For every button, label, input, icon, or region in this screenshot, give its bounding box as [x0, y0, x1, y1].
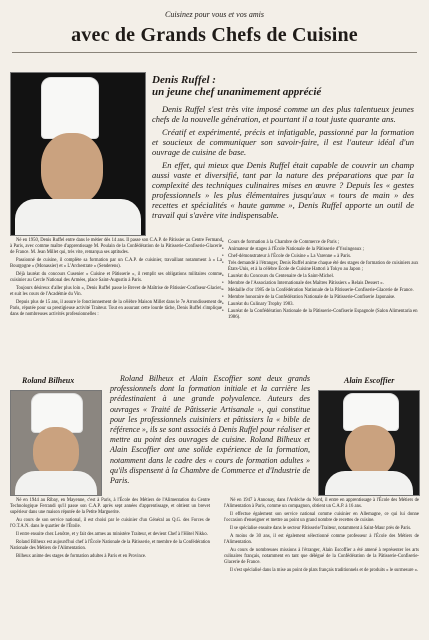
list-item: • Médaille d'or 1985 de la Confédération Nationale de la Pâtisserie-Confiserie-Glacerie de France. [228, 288, 426, 294]
list-item: • Membre honoraire de la Confédération Nationale de la Pâtisserie-Confiserie Japonaise. [228, 295, 426, 301]
feature-title-line1: Denis Ruffel : [152, 74, 216, 86]
lead-paragraph: En effet, qui mieux que Denis Ruffel était capable de couvrir un champ aussi vaste et diversifié, tant par la nature des préparations que par la complexité des techniques culinaires mises en œuvre ? Depuis les « gestes professionnels » les plus élémentaires jusqu'aux « tours de main » des recettes et spécialités « haute gamme », Denis Ruffel apporte un outil de travail qui s'avère vite indispensable. [152, 160, 414, 220]
escoffier-bio [224, 498, 419, 576]
intro-paragraph: Roland Bilheux et Alain Escoffier sont deux grands professionnels dont la formation initiale et la carrière les prédestinaient à une grande polyvalence. Auteurs des ouvrages « Traité de Pâtisserie Artisanale », qui constitue pour les professionnels cuisiniers et pâtissiers la « bible de référence », ils se sont associés à Denis Ruffel pour réaliser et mettre au point des ouvrages de cuisine. Roland Bilheux et Alain Escoffier ont une solide expérience de la formation, notamment dans le cadre des « cours de formation adultes » qu'ils dispensent à la Chambre de Commerce et d'Industrie de Paris. [110, 374, 310, 486]
bio-paragraph: Au cours de nombreuses missions à l'étranger, Alain Escoffier a été amené à représenter les arts culinaires français, notamment en tant que délégué de la Confédération de la Pâtisserie-Confiserie-Glacerie de France. [224, 548, 419, 565]
photo-roland-bilheux [10, 390, 102, 496]
feature-title-line2: un jeune chef unanimement apprécié [152, 86, 322, 98]
list-item: • Chef-démonstrateur à l'École de Cuisine « La Varenne » à Paris. [228, 254, 426, 260]
bio-paragraph: Il effectue également son service national comme cuisinier en Allemagne, ce qui lui donne l'occasion d'enseigner et mettre au point un grand nombre de recettes de cuisine. [224, 512, 419, 523]
bio-paragraph: Né en 1950, Denis Ruffel entre dans le métier dès 14 ans. Il passe son C.A.P. de Pâtissier au Centre Fermand à Paris, avec comme maître d'apprentissage M. Poulain de la Confédération de la Pâtisserie-Confiserie-Glacerie de France. M. Jean Millet qui, très vite, remarqua ses aptitudes. [10, 238, 222, 255]
list-item: • Lauréat du Culinary Trophy 1983. [228, 302, 426, 308]
header-kicker: Cuisinez pour vous et vos amis [165, 10, 264, 19]
bio-paragraph: A moins de 30 ans, il est également sélectionné comme professeur à l'École des Métiers de l'Alimentation. [224, 534, 419, 545]
activities-list [220, 240, 426, 322]
bio-paragraph: Il se spécialise ensuite dans le secteur Pâtisserie/Traiteur, notamment à Saint-Maur près de Paris. [230, 526, 412, 531]
bio-paragraph: Roland Bilheux est aujourd'hui chef à l'École Nationale de la Pâtisserie, et membre de la Confédération Nationale des Métiers de l'Alimentation. [10, 540, 210, 551]
bio-paragraph: Passionné de cuisine, il complète sa formation par un C.A.P. de cuisinier, travaillant notamment à « La Bourgogne » (Monassier) et « L'Archestrate » (Senderens). [10, 258, 222, 269]
ruffel-bio [10, 238, 222, 320]
header-rule [12, 52, 417, 53]
feature-lead [152, 104, 414, 223]
bio-paragraph: Au cours de son service national, il est choisi par le cuisinier d'un Général au Q.G. des Forces de l'O.T.A.N. dans le quartier de l'Étoile. [10, 518, 210, 529]
list-item: • Membre de l'Association Internationale des Maîtres Pâtissiers « Relais Dessert ». [228, 281, 426, 287]
list-item: • Lauréat du Concours du Centenaire de la Saint-Michel. [228, 274, 426, 280]
bilheux-bio [10, 498, 210, 562]
bio-paragraph: Bilheux anime des stages de formation adultes à Paris et en Province. [16, 554, 147, 559]
page-headline: avec de Grands Chefs de Cuisine [71, 24, 358, 46]
photo-denis-ruffel [10, 72, 146, 236]
photo-alain-escoffier [318, 390, 420, 496]
bio-paragraph: Déjà lauréat du concours Cusenier « Cuisine et Pâtisserie », il remplit ses obligations militaires comme cuisinier au Cercle National des Armées, place Saint-Augustin à Paris. [10, 272, 222, 283]
coauthors-intro [110, 374, 310, 486]
bio-paragraph: Depuis plus de 15 ans, il assure le fonctionnement de la célèbre Maison Millet dans le 7e Arrondissement de Paris, réputée pour sa prestigieuse activité Traiteur. Tout en assurant cette lourde tâche, Denis Ruffel s'implique dans de nombreuses activités professionnelles : [10, 300, 222, 317]
list-item: • Très demandé à l'étranger, Denis Ruffel anime chaque été des stages de formation de cuisiniers aux États-Unis, et à la célèbre École de Cuisine Hattori à Tokyo au Japon ; [228, 261, 426, 273]
lead-paragraph: Créatif et expérimenté, précis et infatigable, passionné par la formation et soucieux de communiquer son savoir-faire, il est l'auteur idéal d'un ouvrage de cuisine de base. [152, 127, 414, 157]
bio-paragraph: Toujours désireux d'aller plus loin », Denis Ruffel passe le Brevet de Maîtrise de Pâtissier-Confiseur-Glacier, et suit les cours de l'Académie du Vin. [10, 286, 222, 297]
list-item: • Animateur de stages à l'École Nationale de la Pâtisserie d'Yssingeaux ; [228, 247, 426, 253]
bio-paragraph: Né en 1947 à Annonay, dans l'Ardèche du Nord, il entre en apprentissage à l'École des Métiers de l'Alimentation à Paris, comme un compagnon, obtient un C.A.P. à 16 ans. [224, 498, 419, 509]
list-item: • Cours de formation à la Chambre de Commerce de Paris ; [228, 240, 426, 246]
caption-roland-bilheux: Roland Bilheux [22, 376, 75, 385]
lead-paragraph: Denis Ruffel s'est très vite imposé comme un des plus talentueux jeunes chefs de la nouvelle génération, et pourtant il a tout juste quarante ans. [152, 104, 414, 124]
list-item: • Lauréat de la Confédération Nationale de la Pâtisserie-Confiserie Espagnole (Salon Alimentaria en 1986). [228, 309, 426, 321]
caption-alain-escoffier: Alain Escoffier [344, 376, 395, 385]
bio-paragraph: Né en 1944 au Ribay, en Mayenne, c'est à Paris, à l'École des Métiers de l'Alimentation du Centre Technologique Ferrandi qu'il passe son C.A.P. après sept années d'apprentissage, et obtient un brevet supérieur dans une maison réputée de la Petite Marguerite. [10, 498, 210, 515]
bio-paragraph: Il s'est spécialisé dans la mise au point de plats français traditionnels et de produits « le surmesure ». [230, 568, 419, 573]
bio-paragraph: Il entre ensuite chez Lenôtre, et y fait des armes au ministère Traiteur, et devient Chef à l'Hôtel Nikko. [16, 532, 208, 537]
